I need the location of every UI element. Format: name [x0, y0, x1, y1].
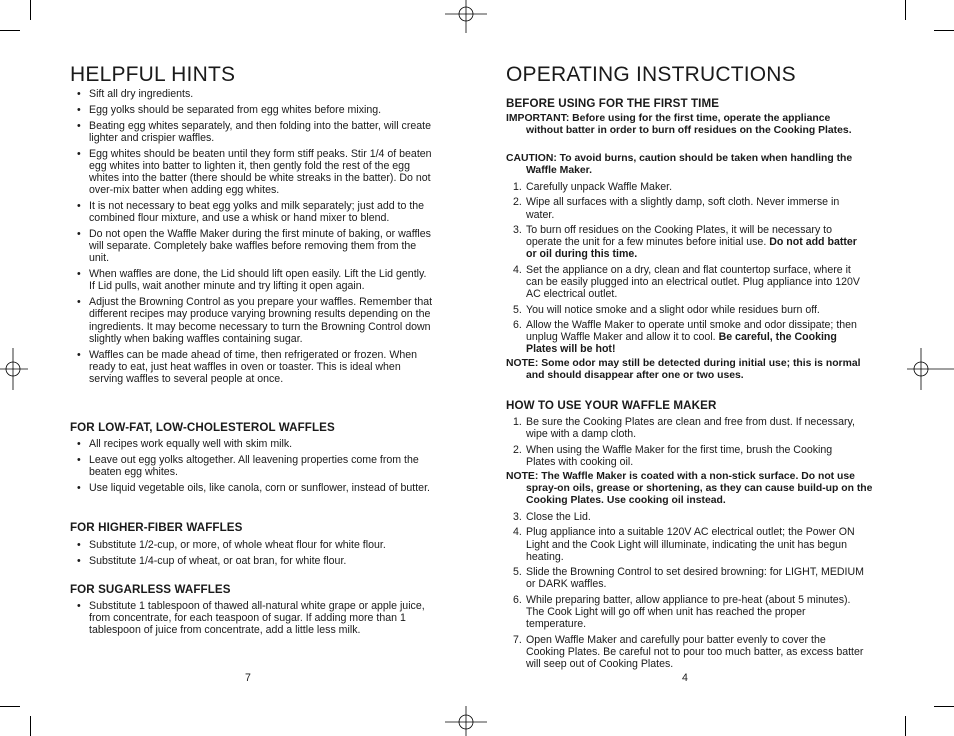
- crop-mark: [30, 0, 31, 20]
- list-item: 4. Plug appliance into a suitable 120V AC electrical outlet; the Power ON Light and the Cook Light will illuminate, indicating the unit has begun heating.: [513, 526, 855, 563]
- list-item: • Substitute 1/4-cup of wheat, or oat bran, for white flour.: [70, 555, 430, 567]
- list-item: • Do not open the Waffle Maker during the first minute of baking, or waffles will separate. Completely bake waffles before removing them from the unit.: [70, 228, 435, 265]
- list-item: • Waffles can be made ahead of time, then refrigerated or frozen. When ready to eat, just heat waffles in oven or toaster. This is ideal when serving waffles to several people at once.: [70, 349, 435, 386]
- low-fat-list: [70, 438, 430, 498]
- page-number: 4: [682, 672, 688, 684]
- registration-mark-icon: [442, 0, 490, 34]
- list-item: • Egg whites should be beaten until they form stiff peaks. Stir 1/4 of beaten egg whites into batter to lighten it, then gently fold the rest of the egg whites into the batter (there should be white streaks in the batter). Do not over-mix batter when adding egg whites.: [70, 148, 435, 197]
- registration-mark-icon: [442, 706, 490, 736]
- list-item: 4. Set the appliance on a dry, clean and flat countertop surface, where it can be easily plugged into an electrical outlet. Plug appliance into 120V AC electrical outlet.: [513, 263, 860, 301]
- how-to-steps-a: [506, 416, 864, 471]
- list-item: 5. You will notice smoke and a slight odor while residues burn off.: [513, 303, 820, 316]
- list-item: 6. While preparing batter, allow appliance to pre-heat (about 5 minutes). The Cook Light will go off when unit has reached the proper temperature.: [513, 593, 851, 631]
- list-item: 5. Slide the Browning Control to set desired browning: for LIGHT, MEDIUM or DARK waffles.: [513, 566, 864, 591]
- list-item: 1. Carefully unpack Waffle Maker.: [513, 181, 673, 193]
- list-item: 3. Close the Lid.: [513, 511, 591, 523]
- crop-mark: [0, 30, 20, 31]
- list-item: 2. When using the Waffle Maker for the first time, brush the Cooking Plates with cooking oil.: [513, 443, 833, 468]
- crop-mark: [934, 30, 954, 31]
- registration-mark-icon: [905, 345, 954, 393]
- list-item: • Use liquid vegetable oils, like canola, corn or sunflower, instead of butter.: [70, 482, 430, 494]
- list-item: 7. Open Waffle Maker and carefully pour batter evenly to cover the Cooking Plates. Be careful not to pour too much batter, as excess batter will seep out of Cooking Plates.: [513, 633, 864, 670]
- list-item: • Adjust the Browning Control as you prepare your waffles. Remember that different recipes may produce varying browning results depending on the ingredients. It may become necessary to turn the Browning Control down slightly when baking waffles containing sugar.: [70, 296, 435, 345]
- list-item: • Sift all dry ingredients.: [70, 88, 435, 100]
- hints-list: [70, 88, 435, 389]
- crop-mark: [905, 716, 906, 736]
- section-heading-fiber: FOR HIGHER-FIBER WAFFLES: [70, 521, 243, 534]
- first-time-steps: [506, 181, 864, 359]
- non-stick-note: NOTE: The Waffle Maker is coated with a non-stick surface. Do not use spray-on oils, grease or shortening, as they can cause build-up on the Cooking Plates. Use cooking oil instead.: [506, 471, 873, 507]
- odor-note: NOTE: Some odor may still be detected during initial use; this is normal and should disappear after one or two uses.: [506, 358, 861, 382]
- section-heading-low-fat: FOR LOW-FAT, LOW-CHOLESTEROL WAFFLES: [70, 421, 335, 434]
- page-title-helpful-hints: HELPFUL HINTS: [70, 63, 236, 86]
- section-heading-first-time: BEFORE USING FOR THE FIRST TIME: [506, 97, 720, 110]
- important-note: IMPORTANT: Before using for the first time, operate the appliance without batter in order to burn off residues on the Cooking Plates.: [506, 113, 852, 137]
- list-item: • Leave out egg yolks altogether. All leavening properties come from the beaten egg whites.: [70, 454, 430, 478]
- caution-note: CAUTION: To avoid burns, caution should be taken when handling the Waffle Maker.: [506, 153, 853, 177]
- list-item: 3. To burn off residues on the Cooking Plates, it will be necessary to operate the unit for a few minutes before initial use. Do not add batter or oil during this time.: [513, 223, 857, 261]
- list-item: • Egg yolks should be separated from egg whites before mixing.: [70, 104, 435, 116]
- page-title-operating-instructions: OPERATING INSTRUCTIONS: [506, 63, 796, 86]
- list-item: 2. Wipe all surfaces with a slightly damp, soft cloth. Never immerse in water.: [513, 196, 840, 221]
- section-heading-how-to-use: HOW TO USE YOUR WAFFLE MAKER: [506, 399, 717, 412]
- page-number: 7: [245, 672, 251, 684]
- bold-warning: Do not add batter or oil during this time.: [526, 236, 857, 261]
- list-item: 1. Be sure the Cooking Plates are clean and free from dust. If necessary, wipe with a damp cloth.: [513, 416, 855, 441]
- list-item: • Substitute 1/2-cup, or more, of whole wheat flour for white flour.: [70, 539, 430, 551]
- crop-mark: [0, 706, 20, 707]
- how-to-steps-b: [506, 511, 864, 673]
- list-item: • It is not necessary to beat egg yolks and milk separately; just add to the combined flour mixture, and use a whisk or hand mixer to blend.: [70, 200, 435, 224]
- list-item: • Beating egg whites separately, and then folding into the batter, will create lighter and crispier waffles.: [70, 120, 435, 144]
- sugarless-list: [70, 600, 430, 640]
- bold-warning: Be careful, the Cooking Plates will be hot!: [526, 331, 837, 356]
- list-item: • When waffles are done, the Lid should lift open easily. Lift the Lid gently. If Lid pulls, wait another minute and try lifting it open again.: [70, 268, 435, 292]
- list-item: 6. Allow the Waffle Maker to operate until smoke and odor dissipate; then unplug Waffle Maker and allow it to cool. Be careful, the Cooking Plates will be hot!: [513, 318, 857, 356]
- section-heading-sugarless: FOR SUGARLESS WAFFLES: [70, 583, 231, 596]
- registration-mark-icon: [0, 345, 30, 393]
- crop-mark: [934, 706, 954, 707]
- fiber-list: [70, 539, 430, 571]
- crop-mark: [905, 0, 906, 20]
- list-item: • All recipes work equally well with skim milk.: [70, 438, 430, 450]
- crop-mark: [30, 716, 31, 736]
- list-item: • Substitute 1 tablespoon of thawed all-natural white grape or apple juice, from concentrate, for each teaspoon of sugar. If adding more than 1 tablespoon of juice from concentrate, add a little less milk.: [70, 600, 430, 637]
